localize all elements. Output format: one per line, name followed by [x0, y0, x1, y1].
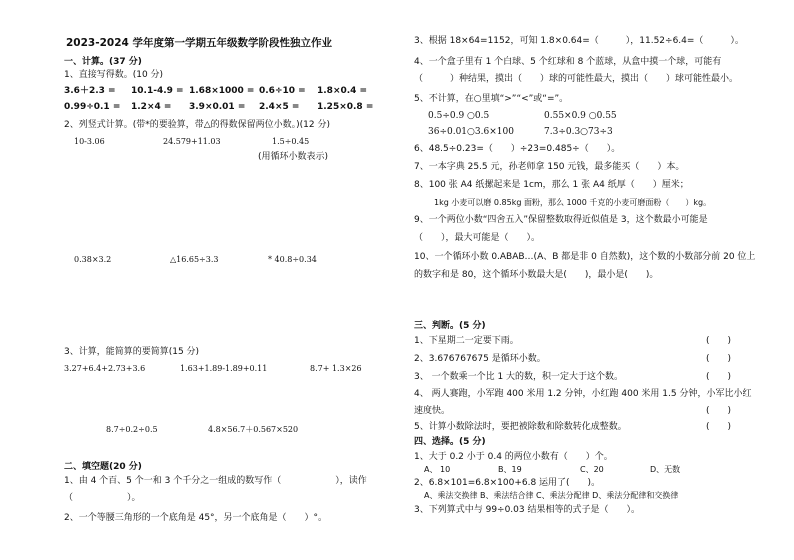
section-heading-judge: 三、判断。(5 分): [414, 321, 486, 331]
vertical-item: 24.579+11.03: [163, 137, 221, 146]
calc-item: 1.63+1.89-1.89+0.11: [180, 364, 268, 373]
question-simplify: 3、计算，能简算的要简算(15 分): [64, 347, 200, 357]
choice-question-3: 3、下列算式中与 99÷0.03 结果相等的式子是（ ）。: [414, 505, 640, 515]
compare-item: 7.3÷0.3○73÷3: [544, 127, 613, 137]
page-title: 2023-2024 学年度第一学期五年级数学阶段性独立作业: [66, 37, 332, 49]
fill-question-8: 8、100 张 A4 纸摞起来是 1cm，那么 1 张 A4 纸厚（ ）厘米；: [414, 180, 689, 190]
choice-question-1: 1、大于 0.2 小于 0.4 的两位小数有（ ）个。: [414, 452, 613, 462]
question-direct-write: 1、直接写得数。(10 分): [64, 70, 164, 80]
direct-item: 1.68×1000 =: [189, 86, 255, 96]
choice-options-2: A、乘法交换律 B、乘法结合律 C、乘法分配律 D、乘法分配律和交换律: [424, 491, 679, 500]
answer-parens: ( ): [706, 372, 732, 382]
fill-question-9: 9、一个两位小数“四舍五入”保留整数取得近似值是 3，这个数最小可能是: [414, 215, 708, 225]
compare-item: 36÷0.01○3.6×100: [428, 127, 514, 137]
fill-question-9-cont: （ ），最大可能是（ ）。: [414, 233, 541, 243]
direct-item: 0.6÷10 =: [259, 86, 306, 96]
cycle-decimal-note: (用循环小数表示): [258, 152, 329, 162]
judge-item: 4、 两人赛跑，小军跑 400 米用 1.2 分钟，小红跑 400 米用 1.5 分钟，小军比小红: [414, 389, 752, 399]
fill-question-3: 3、根据 18×64=1152，可知 1.8×0.64=（ ），11.52÷6.4=（ ）。: [414, 36, 744, 46]
choice-question-2: 2、6.8×101=6.8×100+6.8 运用了( )。: [414, 478, 601, 488]
choice-option: C、20: [580, 465, 604, 474]
direct-item: 1.2×4 =: [131, 102, 172, 112]
judge-item: 2、3.676767675 是循环小数。: [414, 354, 546, 364]
calc-item: 3.27+6.4+2.73+3.6: [64, 364, 146, 373]
choice-option: A、 10: [424, 465, 451, 474]
vertical-item: * 40.8÷0.34: [268, 255, 317, 264]
section-heading-calculation: 一、计算。(37 分): [64, 57, 142, 67]
direct-item: 0.99÷0.1 =: [64, 102, 121, 112]
judge-item: 速度快。: [414, 406, 451, 416]
judge-item: 1、下星期二一定要下雨。: [414, 336, 519, 346]
direct-item: 3.9×0.01 =: [189, 102, 246, 112]
vertical-item: △16.65÷3.3: [170, 255, 219, 264]
compare-item: 0.55×0.9 ○0.55: [544, 111, 617, 121]
vertical-item: 0.38×3.2: [74, 255, 112, 264]
direct-item: 2.4×5 =: [259, 102, 300, 112]
direct-item: 10.1-4.9 =: [131, 86, 184, 96]
question-vertical-calc: 2、列竖式计算。(带*的要验算，带△的得数保留两位小数。)(12 分): [64, 120, 331, 130]
answer-parens: ( ): [706, 336, 732, 346]
direct-item: 1.25×0.8 =: [317, 102, 374, 112]
fill-question-6: 6、48.5÷0.23=（ ）÷23=0.485÷（ ）。: [414, 144, 621, 154]
fill-question-5: 5、不计算，在○里填“>”“<”或“=”。: [414, 94, 569, 104]
answer-parens: ( ): [706, 422, 732, 432]
answer-parens: ( ): [706, 354, 732, 364]
section-heading-fill: 二、填空题(20 分): [64, 462, 142, 472]
fill-question-4-cont: （ ）种结果，摸出（ ）球的可能性最大，摸出（ ）球可能性最小。: [414, 74, 739, 84]
fill-question-8-cont: 1kg 小麦可以磨 0.85kg 面粉，那么 1000 千克的小麦可磨面粉（ ）kg。: [434, 198, 712, 207]
fill-question-7: 7、一本字典 25.5 元，孙老师拿 150 元钱，最多能买（ ）本。: [414, 162, 685, 172]
section-heading-choice: 四、选择。(5 分): [414, 437, 486, 447]
direct-item: 1.8×0.4 =: [317, 86, 368, 96]
calc-item: 8.7÷0.2÷0.5: [106, 425, 158, 434]
calc-item: 8.7+ 1.3×26: [310, 364, 362, 373]
direct-item: 3.6＋2.3 =: [64, 86, 116, 96]
fill-question-2: 2、一个等腰三角形的一个底角是 45°，另一个底角是（ ）°。: [64, 513, 328, 523]
vertical-item: 10-3.06: [74, 137, 105, 146]
vertical-item: 1.5÷0.45: [272, 137, 310, 146]
answer-parens: ( ): [706, 406, 732, 416]
calc-item: 4.8×56.7＋0.567×520: [208, 425, 299, 434]
fill-question-10: 10、一个循环小数 0.ABAB…(A、B 都是非 0 自然数)，这个数的小数部分前 20 位上: [414, 252, 756, 262]
fill-question-1-cont: （ ）。: [64, 493, 141, 503]
choice-option: D、无数: [650, 465, 681, 474]
fill-question-1: 1、由 4 个百、5 个一和 3 个千分之一组成的数写作（ ），读作: [64, 476, 367, 486]
judge-item: 5、计算小数除法时，要把被除数和除数转化成整数。: [414, 422, 627, 432]
compare-item: 0.5÷0.9 ○0.5: [428, 111, 490, 121]
fill-question-10-cont: 的数字和是 80，这个循环小数最大是( )，最小是( )。: [414, 270, 659, 280]
fill-question-4: 4、一个盒子里有 1 个白球、5 个红球和 8 个蓝球，从盒中摸一个球，可能有: [414, 57, 722, 67]
choice-option: B、19: [498, 465, 522, 474]
judge-item: 3、 一个数乘一个比 1 大的数，积一定大于这个数。: [414, 372, 624, 382]
